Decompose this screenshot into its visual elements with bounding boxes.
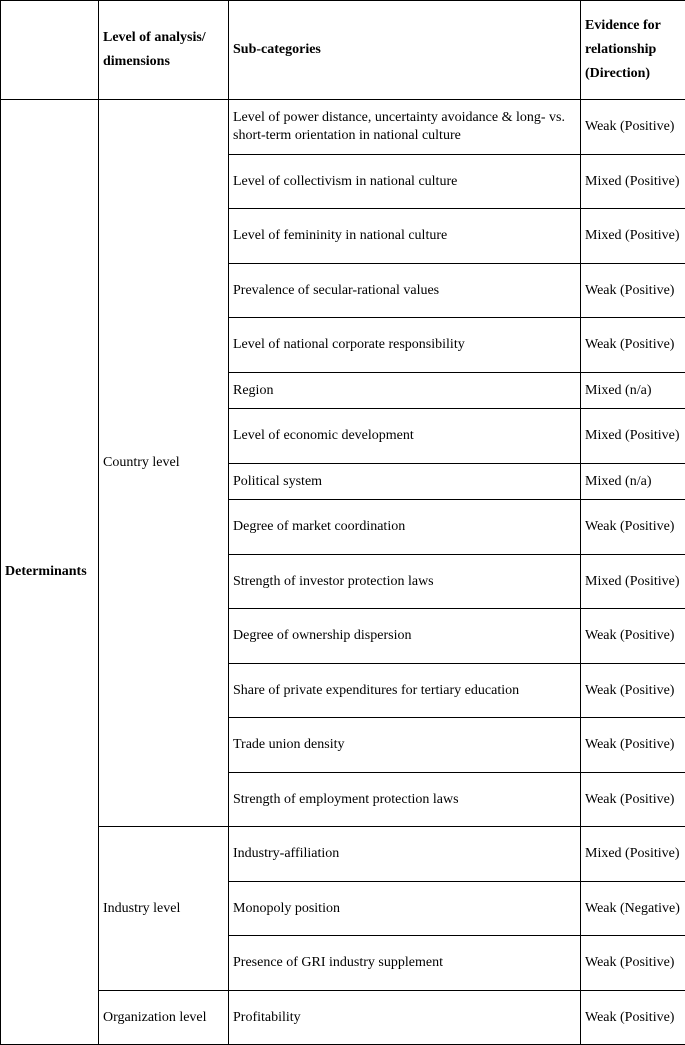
evidence-cell: Weak (Positive) — [581, 264, 685, 318]
header-subcategories: Sub-categories — [229, 1, 581, 100]
subcategory-cell: Presence of GRI industry supplement — [229, 936, 581, 991]
evidence-cell: Mixed (Positive) — [581, 409, 685, 464]
evidence-cell: Mixed (n/a) — [581, 464, 685, 500]
table-row — [1, 991, 685, 1045]
header-evidence: Evidence for relationship (Direction) — [581, 1, 685, 100]
subcategory-cell: Level of collectivism in national culture — [229, 155, 581, 209]
evidence-cell: Weak (Positive) — [581, 100, 685, 155]
evidence-cell: Weak (Positive) — [581, 718, 685, 773]
subcategory-cell: Share of private expenditures for tertiary education — [229, 664, 581, 718]
subcategory-cell: Strength of investor protection laws — [229, 555, 581, 609]
subcategory-cell: Profitability — [229, 991, 581, 1045]
header-row — [1, 1, 685, 100]
subcategory-cell: Degree of ownership dispersion — [229, 609, 581, 664]
subcategory-cell: Degree of market coordination — [229, 500, 581, 555]
level-cell-organization: Organization level — [99, 991, 229, 1045]
evidence-cell: Weak (Negative) — [581, 882, 685, 936]
evidence-cell: Mixed (Positive) — [581, 827, 685, 882]
subcategory-cell: Strength of employment protection laws — [229, 773, 581, 827]
level-cell-industry: Industry level — [99, 827, 229, 991]
level-cell-country: Country level — [99, 100, 229, 827]
subcategory-cell: Industry-affiliation — [229, 827, 581, 882]
evidence-cell: Weak (Positive) — [581, 773, 685, 827]
subcategory-cell: Level of national corporate responsibility — [229, 318, 581, 373]
evidence-cell: Mixed (Positive) — [581, 155, 685, 209]
evidence-cell: Mixed (n/a) — [581, 373, 685, 409]
header-level: Level of analysis/ dimensions — [99, 1, 229, 100]
evidence-cell: Weak (Positive) — [581, 609, 685, 664]
evidence-cell: Mixed (Positive) — [581, 209, 685, 264]
subcategory-cell: Level of economic development — [229, 409, 581, 464]
evidence-cell: Weak (Positive) — [581, 664, 685, 718]
subcategory-cell: Level of femininity in national culture — [229, 209, 581, 264]
table-body — [1, 100, 685, 1045]
subcategory-cell: Political system — [229, 464, 581, 500]
subcategory-cell: Level of power distance, uncertainty avoidance & long- vs. short-term orientation in national culture — [229, 100, 581, 155]
evidence-cell: Weak (Positive) — [581, 991, 685, 1045]
subcategory-cell: Trade union density — [229, 718, 581, 773]
evidence-cell: Weak (Positive) — [581, 500, 685, 555]
category-cell: Determinants — [1, 100, 99, 1045]
subcategory-cell: Monopoly position — [229, 882, 581, 936]
subcategory-cell: Region — [229, 373, 581, 409]
subcategory-cell: Prevalence of secular-rational values — [229, 264, 581, 318]
evidence-cell: Weak (Positive) — [581, 318, 685, 373]
evidence-cell: Mixed (Positive) — [581, 555, 685, 609]
table-row — [1, 100, 685, 155]
table-row — [1, 827, 685, 882]
evidence-cell: Weak (Positive) — [581, 936, 685, 991]
header-blank — [1, 1, 99, 100]
